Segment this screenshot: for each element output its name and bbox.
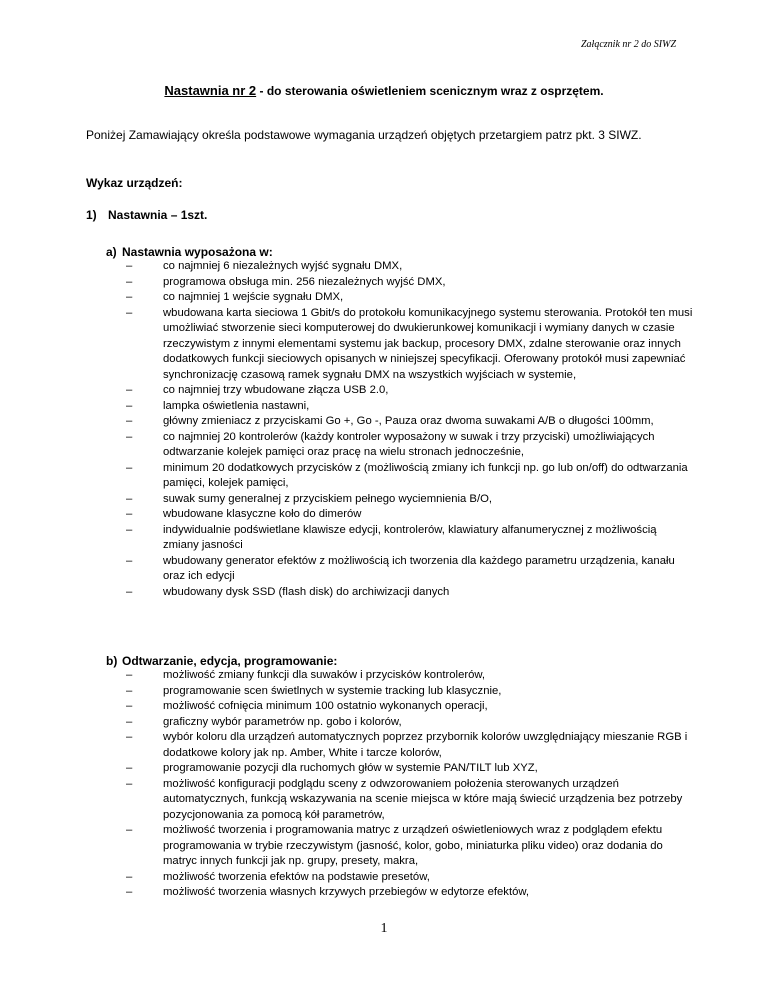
list-item-text: możliwość tworzenia i programowania matryc z urządzeń oświetleniowych wraz z podglądem efektu programowania w trybie rzeczywistym (jasność, kolor, gobo, miniaturka pliku video) oraz dodania do matryc innych funkcji jak np. grupy, presety, makra, <box>163 824 663 867</box>
list-item <box>0 761 693 777</box>
title-rest: - do sterowania oświetleniem scenicznym wraz z osprzętem. <box>256 84 604 98</box>
item-1-label: Nastawnia – 1szt. <box>108 208 208 222</box>
list-item <box>0 414 693 430</box>
dash-bullet: – <box>126 870 133 883</box>
dash-bullet: – <box>126 508 133 520</box>
list-item-text: co najmniej 20 kontrolerów (każdy kontroler wyposażony w suwak i trzy przyciski) umożliwiających odtwarzanie kolejek pamięci oraz pracę na wielu stronach jednocześnie, <box>163 430 655 458</box>
list-item-text: co najmniej 6 niezależnych wyjść sygnału DMX, <box>163 260 403 272</box>
dash-bullet: – <box>126 762 133 774</box>
list-item <box>0 715 693 731</box>
list-item-text: główny zmieniacz z przyciskami Go +, Go -, Pauza oraz dwoma suwakami A/B o długości 100mm, <box>163 415 654 427</box>
header-note: Załącznik nr 2 do SIWZ <box>581 39 676 50</box>
subsection-b-title: Odtwarzanie, edycja, programowanie: <box>122 654 338 668</box>
list-item <box>0 383 693 399</box>
list-item <box>0 492 693 508</box>
list-item <box>0 585 693 601</box>
list-item-text: lampka oświetlenia nastawni, <box>163 399 310 412</box>
dash-bullet: – <box>126 554 133 567</box>
list-item <box>0 730 693 761</box>
list-item-text: możliwość cofnięcia minimum 100 ostatnio wykonanych operacji, <box>163 700 488 712</box>
list-item <box>0 259 693 275</box>
subsection-a-heading <box>106 245 273 259</box>
subsection-a-list <box>0 259 693 600</box>
subsection-a-label: a) <box>106 245 117 259</box>
list-item-text: możliwość zmiany funkcji dla suwaków i przycisków kontrolerów, <box>163 669 486 681</box>
list-item-text: programowa obsługa min. 256 niezależnych wyjść DMX, <box>163 275 446 288</box>
list-item-text: programowanie scen świetlnych w systemie tracking lub klasycznie, <box>163 684 502 697</box>
subsection-b-label: b) <box>106 654 118 668</box>
list-item-text: minimum 20 dodatkowych przycisków z (możliwością zmiany ich funkcji np. go lub on/off) do odtwarzania pamięci, kolejek pamięci, <box>163 461 688 489</box>
dash-bullet: – <box>126 886 133 898</box>
list-item-text: wybór koloru dla urządzeń automatycznych poprzez przybornik kolorów uwzględniający mieszanie RGB i dodatkowe kolory jak np. Amber, White i tarcze kolorów, <box>163 731 688 759</box>
dash-bullet: – <box>126 824 133 836</box>
list-item-text: wbudowany generator efektów z możliwością ich tworzenia dla każdego parametru urządzenia, kanału oraz ich edycji <box>163 554 675 582</box>
list-item-text: wbudowane klasyczne koło do dimerów <box>163 508 362 520</box>
list-item <box>0 777 693 824</box>
list-item-text: indywidualnie podświetlane klawisze edycji, kontrolerów, klawiatury alfanumerycznej z możliwością zmiany jasności <box>163 523 657 551</box>
list-item-text: graficzny wybór parametrów np. gobo i kolorów, <box>163 715 402 728</box>
dash-bullet: – <box>126 430 133 443</box>
list-item <box>0 523 693 554</box>
dash-bullet: – <box>126 715 133 728</box>
subsection-b-list <box>0 668 693 901</box>
subsection-a-title: Nastawnia wyposażona w: <box>122 245 273 259</box>
list-item <box>0 823 693 870</box>
list-item <box>0 461 693 492</box>
list-item <box>0 290 693 306</box>
document-title <box>0 83 768 98</box>
list-item-text: możliwość tworzenia własnych krzywych przebiegów w edytorze efektów, <box>163 886 530 898</box>
dash-bullet: – <box>126 777 133 790</box>
list-item <box>0 430 693 461</box>
dash-bullet: – <box>126 492 133 505</box>
list-item-text: możliwość konfiguracji podglądu sceny z odwzorowaniem położenia sterowanych urządzeń automatycznych, funkcją wskazywania na scenie miejsca w które mają świecić urządzenia bez potrzeby pozycjonowania za pomocą kół parametrów, <box>163 777 683 821</box>
dash-bullet: – <box>126 384 133 396</box>
dash-bullet: – <box>126 700 133 712</box>
item-1-heading <box>86 208 207 222</box>
item-1-number: 1) <box>86 208 97 222</box>
list-item <box>0 275 693 291</box>
list-item <box>0 699 693 715</box>
list-item <box>0 668 693 684</box>
list-item-text: możliwość tworzenia efektów na podstawie presetów, <box>163 870 430 883</box>
dash-bullet: – <box>126 461 133 474</box>
list-item-text: co najmniej trzy wbudowane złącza USB 2.0, <box>163 384 389 396</box>
dash-bullet: – <box>126 523 133 536</box>
list-item-text: programowanie pozycji dla ruchomych głów w systemie PAN/TILT lub XYZ, <box>163 762 538 774</box>
section-heading: Wykaz urządzeń: <box>86 176 183 190</box>
list-item <box>0 399 693 415</box>
intro-paragraph: Poniżej Zamawiający określa podstawowe wymagania urządzeń objętych przetargiem patrz pkt. 3 SIWZ. <box>86 128 642 142</box>
list-item-text: wbudowana karta sieciowa 1 Gbit/s do protokołu komunikacyjnego systemu sterowania. Protokół ten musi umożliwiać stworzenie sieci komputerowej do dwukierunkowej komunikacji i wymiany danych w czasie rzeczywistym z innymi elementami systemu jak backup, procesory DMX, zdalne sterowanie oraz innych dodatkowych funkcji sieciowych opisanych w niniejszej specyfikacji. Oferowany protokół musi zapewniać synchronizację czasową ramek sygnału DMX na wszystkich wyjściach w systemie, <box>163 306 693 381</box>
list-item <box>0 306 693 384</box>
page-number: 1 <box>380 921 388 936</box>
list-item-text: suwak sumy generalnej z przyciskiem pełnego wyciemnienia B/O, <box>163 492 493 505</box>
list-item <box>0 684 693 700</box>
dash-bullet: – <box>126 291 133 303</box>
dash-bullet: – <box>126 684 133 697</box>
dash-bullet: – <box>126 306 133 319</box>
list-item <box>0 554 693 585</box>
dash-bullet: – <box>126 415 133 427</box>
list-item-text: co najmniej 1 wejście sygnału DMX, <box>163 291 344 303</box>
dash-bullet: – <box>126 669 133 681</box>
dash-bullet: – <box>126 731 133 743</box>
dash-bullet: – <box>126 585 133 598</box>
list-item <box>0 885 693 901</box>
list-item-text: wbudowany dysk SSD (flash disk) do archiwizacji danych <box>163 585 450 598</box>
dash-bullet: – <box>126 275 133 288</box>
dash-bullet: – <box>126 399 133 412</box>
list-item <box>0 870 693 886</box>
list-item <box>0 507 693 523</box>
subsection-b-heading <box>106 654 337 668</box>
title-underlined: Nastawnia nr 2 <box>164 83 257 98</box>
dash-bullet: – <box>126 260 133 272</box>
